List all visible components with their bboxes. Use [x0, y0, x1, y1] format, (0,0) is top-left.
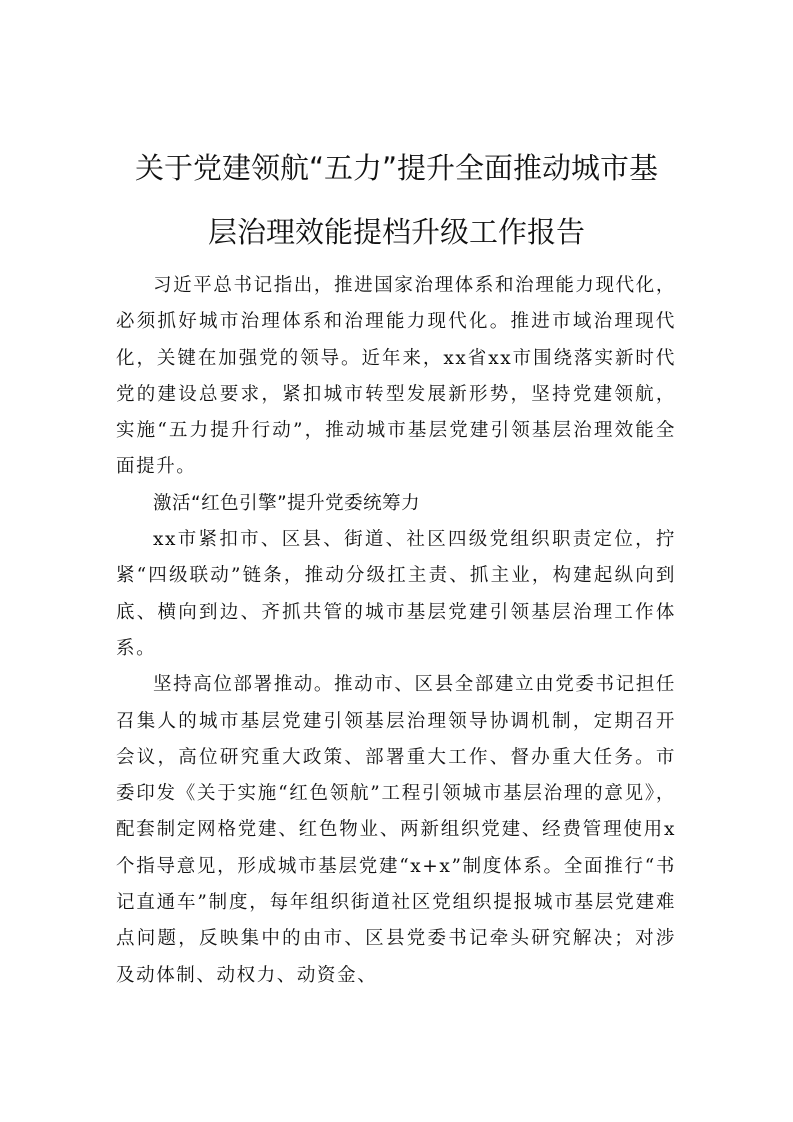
section-heading: 激活“红色引擎”提升党委统筹力 — [153, 492, 421, 514]
paragraph-intro: 习近平总书记指出，推进国家治理体系和治理能力现代化，必须抓好城市治理体系和治理能力现代化。推进市域治理现代化，关键在加强党的领导。近年来，xx省xx市围绕落实新时代党的建设总要求，紧扣城市转型发展新形势，坚持党建领航，实施“五力提升行动”，推动城市基层党建引领基层治理效能全面提升。 — [116, 275, 676, 478]
document-body — [116, 268, 676, 994]
paragraph-section-intro: xx市紧扣市、区县、街道、社区四级党组织职责定位，拧紧“四级联动”链条，推动分级扛主责、抓主业，构建起纵向到底、横向到边、齐抓共管的城市基层党建引领基层治理工作体系。 — [116, 529, 676, 659]
document-title-line-2: 层治理效能提档升级工作报告 — [207, 215, 585, 249]
paragraph-high-level-deployment: 坚持高位部署推动。推动市、区县全部建立由党委书记担任召集人的城市基层党建引领基层治理领导协调机制，定期召开会议，高位研究重大政策、部署重大工作、督办重大任务。市委印发《关于实施“红色领航”工程引领城市基层治理的意见》，配套制定网格党建、红色物业、两新组织党建、经费管理使用x个指导意见，形成城市基层党建“x+x”制度体系。全面推行“书记直通车”制度，每年组织街道社区党组织提报城市基层党建难点问题，反映集中的由市、区县党委书记牵头研究解决；对涉及动体制、动权力、动资金、 — [116, 674, 676, 986]
document-title-line-1: 关于党建领航“五力”提升全面推动城市基 — [134, 151, 659, 185]
